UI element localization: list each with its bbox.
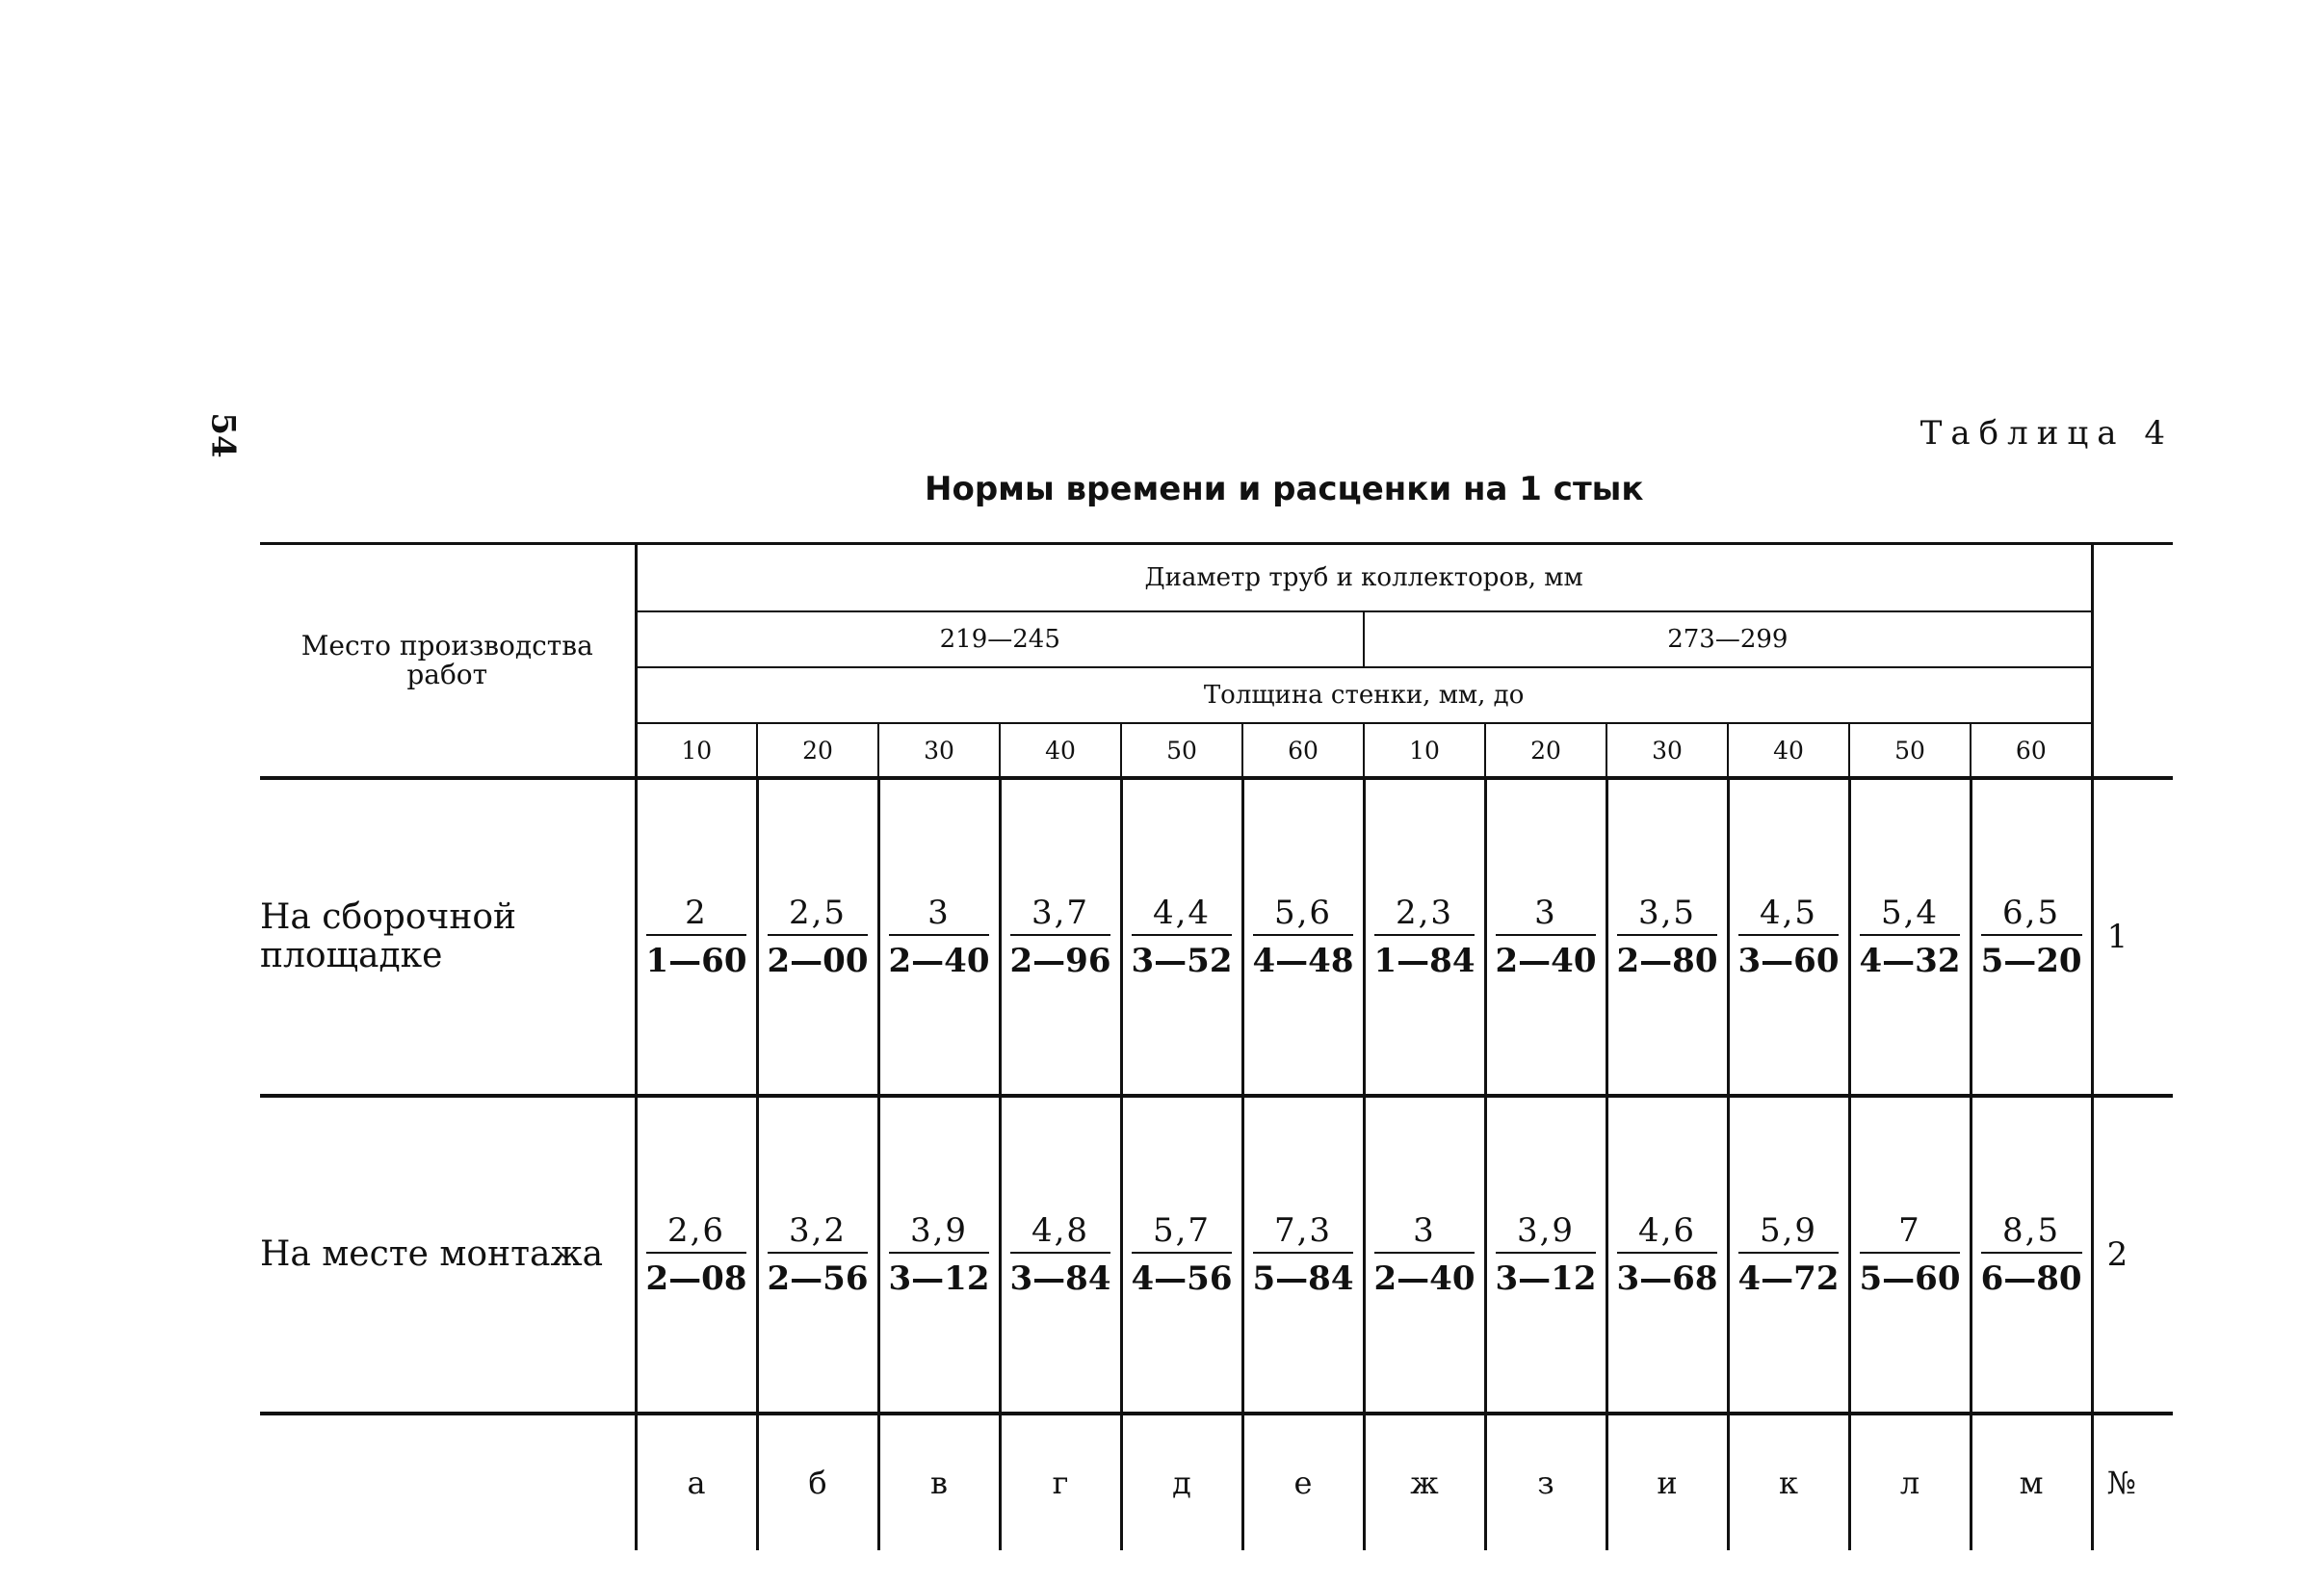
price-rate: 2—40	[1373, 1259, 1475, 1298]
thickness-value: 40	[1000, 723, 1121, 778]
row-number: 1	[2092, 778, 2173, 1096]
thickness-value: 40	[1728, 723, 1849, 778]
price-rate: 1—60	[645, 942, 747, 980]
time-norm: 5,7	[1132, 1209, 1233, 1254]
price-rate: 2—40	[888, 942, 990, 980]
norm-fraction	[889, 1209, 990, 1300]
time-norm: 3,9	[1496, 1209, 1597, 1254]
norm-fraction	[1617, 1209, 1718, 1300]
norms-table	[260, 542, 2173, 1550]
norm-fraction	[1374, 892, 1475, 982]
table-row-installation	[260, 1096, 2173, 1414]
page-number: 54	[203, 412, 243, 458]
norm-fraction	[1496, 892, 1597, 982]
price-rate: 2—08	[645, 1259, 747, 1298]
price-rate: 1—84	[1373, 942, 1475, 980]
thickness-value: 30	[1606, 723, 1728, 778]
column-letter: м	[1971, 1414, 2092, 1550]
rate-cell	[1606, 778, 1728, 1096]
norm-fraction	[1738, 892, 1840, 982]
thickness-value: 50	[1849, 723, 1971, 778]
norm-fraction	[646, 1209, 747, 1300]
rate-cell	[878, 778, 1000, 1096]
time-norm: 8,5	[1981, 1209, 2082, 1254]
price-rate: 3—12	[888, 1259, 990, 1298]
price-rate: 6—80	[1980, 1259, 2082, 1298]
rate-cell	[1728, 1096, 1849, 1414]
norm-fraction	[1374, 1209, 1475, 1300]
place-header-label: Место производства работ	[300, 630, 593, 690]
rate-cell	[1485, 778, 1606, 1096]
price-rate: 4—48	[1252, 942, 1354, 980]
rate-cell	[1000, 1096, 1121, 1414]
letters-row-empty	[260, 1414, 636, 1550]
rate-cell	[1849, 778, 1971, 1096]
norm-fraction	[1010, 892, 1111, 982]
column-letter: з	[1485, 1414, 1606, 1550]
norm-fraction	[1981, 1209, 2082, 1300]
diameter-header: Диаметр труб и коллекторов, мм	[636, 544, 2092, 612]
price-rate: 3—12	[1495, 1259, 1597, 1298]
norm-fraction	[1010, 1209, 1111, 1300]
price-rate: 3—52	[1131, 942, 1233, 980]
price-rate: 4—32	[1859, 942, 1961, 980]
thickness-value: 30	[878, 723, 1000, 778]
column-letter: б	[757, 1414, 878, 1550]
price-rate: 4—56	[1131, 1259, 1233, 1298]
time-norm: 3,5	[1617, 892, 1718, 936]
price-rate: 3—60	[1737, 942, 1840, 980]
rate-cell	[1364, 778, 1485, 1096]
time-norm: 5,9	[1738, 1209, 1840, 1254]
norm-fraction	[768, 892, 869, 982]
price-rate: 5—20	[1980, 942, 2082, 980]
thickness-value: 10	[636, 723, 757, 778]
price-rate: 4—72	[1737, 1259, 1840, 1298]
time-norm: 3,9	[889, 1209, 990, 1254]
time-norm: 4,5	[1738, 892, 1840, 936]
norm-fraction	[1860, 1209, 1961, 1300]
time-norm: 5,4	[1860, 892, 1961, 936]
time-norm: 3	[1496, 892, 1597, 936]
thickness-value: 60	[1242, 723, 1364, 778]
norm-fraction	[1617, 892, 1718, 982]
time-norm: 3	[889, 892, 990, 936]
price-rate: 5—84	[1252, 1259, 1354, 1298]
place-cell: На сборочной площадке	[260, 778, 636, 1096]
norm-fraction	[1132, 1209, 1233, 1300]
norm-fraction	[1132, 892, 1233, 982]
time-norm: 3,7	[1010, 892, 1111, 936]
thickness-value: 20	[1485, 723, 1606, 778]
place-header	[260, 544, 636, 779]
time-norm: 4,6	[1617, 1209, 1718, 1254]
price-rate: 2—40	[1495, 942, 1597, 980]
time-norm: 5,6	[1253, 892, 1354, 936]
rate-cell	[636, 1096, 757, 1414]
rate-cell	[636, 778, 757, 1096]
rate-cell	[757, 1096, 878, 1414]
column-letters-row	[260, 1414, 2173, 1550]
column-letter: к	[1728, 1414, 1849, 1550]
rate-cell	[1121, 1096, 1242, 1414]
time-norm: 2,6	[646, 1209, 747, 1254]
place-cell: На месте монтажа	[260, 1096, 636, 1414]
range-header-1: 219—245	[636, 611, 1364, 667]
rate-cell	[878, 1096, 1000, 1414]
time-norm: 4,8	[1010, 1209, 1111, 1254]
column-letter: ж	[1364, 1414, 1485, 1550]
table-title: Нормы времени и расценки на 1 стык	[925, 470, 1644, 508]
norm-fraction	[889, 892, 990, 982]
price-rate: 2—00	[767, 942, 869, 980]
header-spacer	[2092, 544, 2173, 779]
number-label: №	[2092, 1414, 2173, 1550]
column-letter: в	[878, 1414, 1000, 1550]
time-norm: 7	[1860, 1209, 1961, 1254]
norm-fraction	[1496, 1209, 1597, 1300]
norm-fraction	[1253, 1209, 1354, 1300]
column-letter: г	[1000, 1414, 1121, 1550]
rate-cell	[1728, 778, 1849, 1096]
rate-cell	[1364, 1096, 1485, 1414]
column-letter: д	[1121, 1414, 1242, 1550]
norm-fraction	[1860, 892, 1961, 982]
norm-fraction	[768, 1209, 869, 1300]
time-norm: 2,5	[768, 892, 869, 936]
rate-cell	[1242, 1096, 1364, 1414]
time-norm: 2	[646, 892, 747, 936]
rate-cell	[1485, 1096, 1606, 1414]
column-letter: а	[636, 1414, 757, 1550]
price-rate: 3—84	[1009, 1259, 1111, 1298]
norm-fraction	[1981, 892, 2082, 982]
time-norm: 6,5	[1981, 892, 2082, 936]
rate-cell	[1606, 1096, 1728, 1414]
norm-fraction	[1253, 892, 1354, 982]
rate-cell	[1121, 778, 1242, 1096]
time-norm: 3,2	[768, 1209, 869, 1254]
column-letter: л	[1849, 1414, 1971, 1550]
thickness-header: Толщина стенки, мм, до	[636, 667, 2092, 723]
rate-cell	[1971, 778, 2092, 1096]
rate-cell	[1242, 778, 1364, 1096]
price-rate: 3—68	[1616, 1259, 1718, 1298]
column-letter: и	[1606, 1414, 1728, 1550]
price-rate: 2—56	[767, 1259, 869, 1298]
table-label: Таблица 4	[1919, 414, 2174, 453]
price-rate: 5—60	[1859, 1259, 1961, 1298]
row-number: 2	[2092, 1096, 2173, 1414]
column-letter: е	[1242, 1414, 1364, 1550]
norm-fraction	[1738, 1209, 1840, 1300]
rate-cell	[1971, 1096, 2092, 1414]
thickness-value: 60	[1971, 723, 2092, 778]
thickness-value: 20	[757, 723, 878, 778]
rate-cell	[757, 778, 878, 1096]
thickness-value: 50	[1121, 723, 1242, 778]
price-rate: 2—80	[1616, 942, 1718, 980]
time-norm: 4,4	[1132, 892, 1233, 936]
rate-cell	[1849, 1096, 1971, 1414]
table-row-assembly	[260, 778, 2173, 1096]
time-norm: 3	[1374, 1209, 1475, 1254]
rate-cell	[1000, 778, 1121, 1096]
price-rate: 2—96	[1009, 942, 1111, 980]
norm-fraction	[646, 892, 747, 982]
time-norm: 2,3	[1374, 892, 1475, 936]
range-header-2: 273—299	[1364, 611, 2092, 667]
time-norm: 7,3	[1253, 1209, 1354, 1254]
thickness-value: 10	[1364, 723, 1485, 778]
